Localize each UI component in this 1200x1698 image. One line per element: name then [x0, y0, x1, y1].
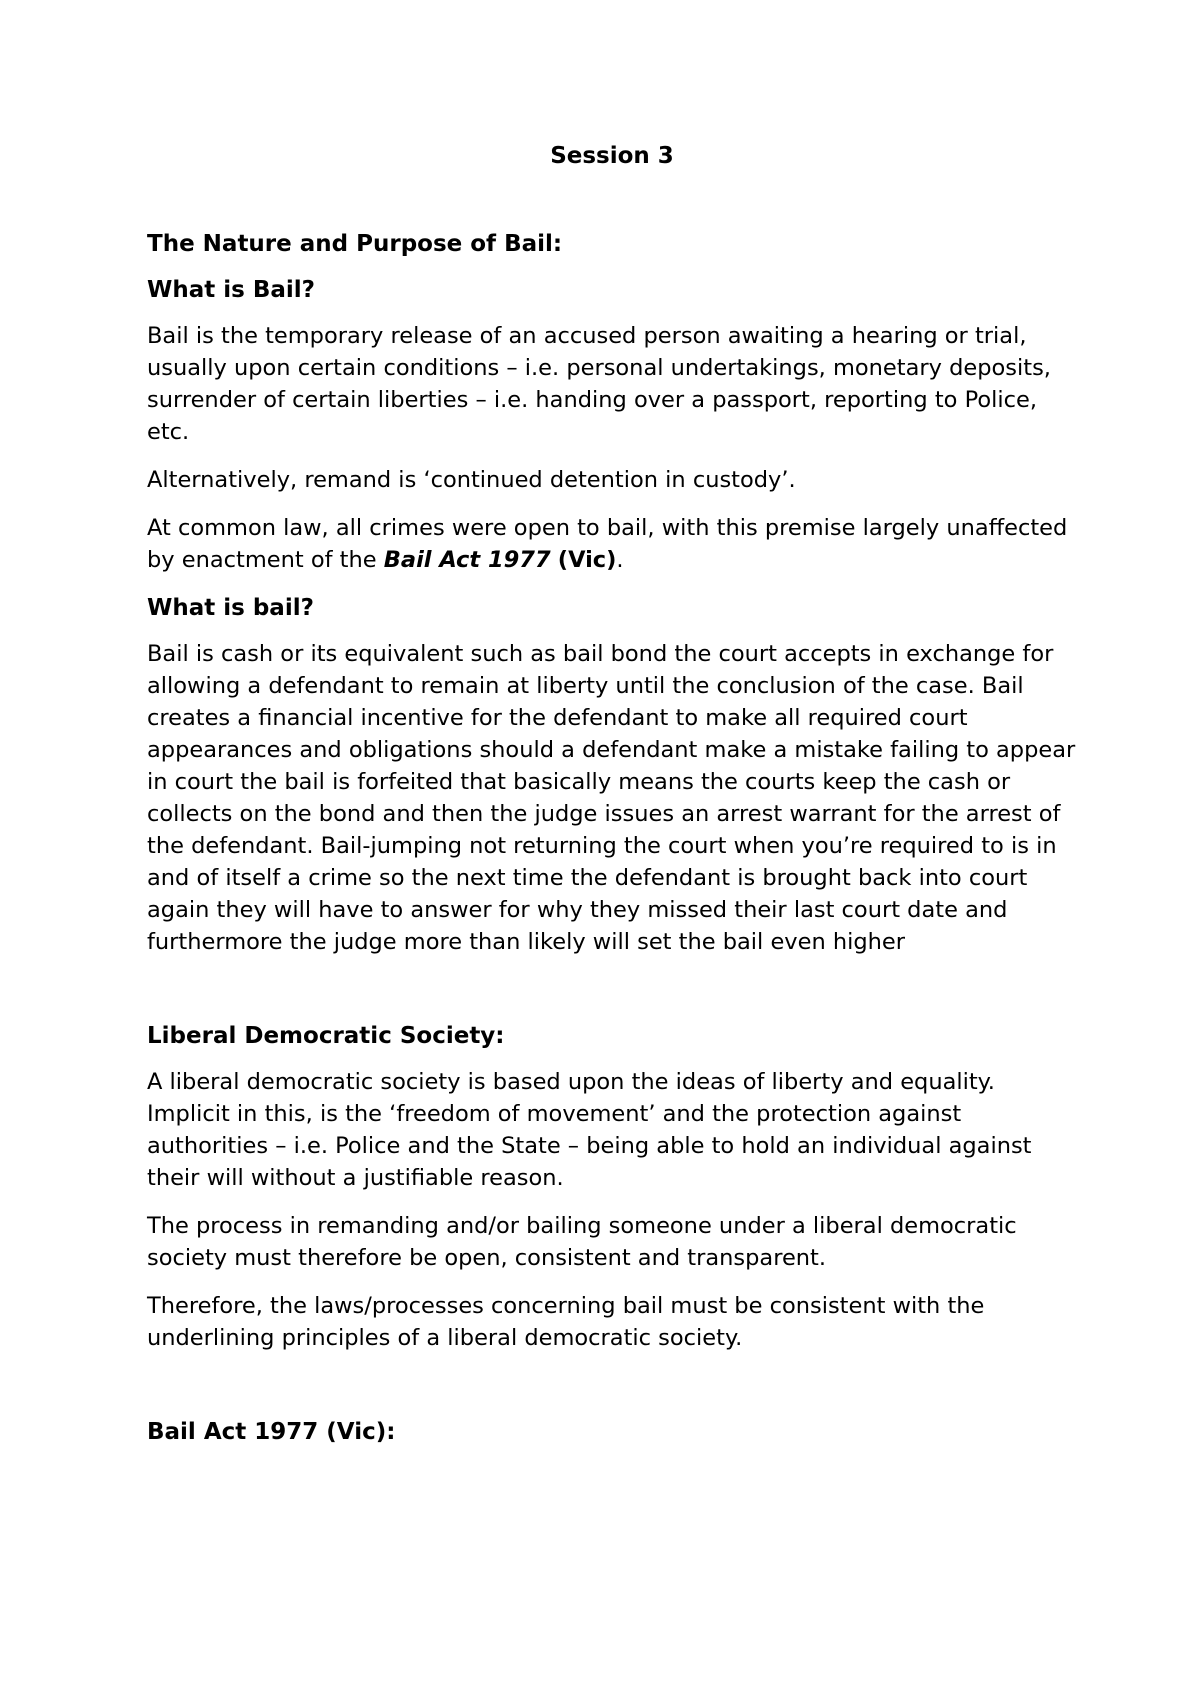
common-law-end: .	[616, 547, 624, 573]
paragraph-liberal-society: A liberal democratic society is based upon the ideas of liberty and equality. Implicit in this, is the ‘freedom of movement’ and the protection against authorities – i.e. Police and the State – being able to hold an individual against their will without a justifiable reason.	[147, 1069, 1032, 1191]
common-law-text: At common law, all crimes were open to bail, with this premise largely unaffected by enactment of the	[147, 515, 1068, 573]
paragraph-therefore: Therefore, the laws/processes concerning bail must be consistent with the underlining principles of a liberal democratic society.	[147, 1293, 985, 1351]
subheading-what-is-bail: What is Bail?	[147, 277, 316, 303]
paragraph-bail-definition: Bail is the temporary release of an accused person awaiting a hearing or trial, usually upon certain conditions – i.e. personal undertakings, monetary deposits, surrender of certain liberties – i.e. handing over a passport, reporting to Police, etc.	[147, 323, 1051, 445]
paragraph-remand: Alternatively, remand is ‘continued detention in custody’.	[147, 467, 796, 493]
section-heading-bail-act: Bail Act 1977 (Vic):	[147, 1419, 396, 1445]
paragraph-common-law	[147, 512, 1077, 576]
vic-reference: (Vic)	[557, 547, 617, 573]
subheading-what-is-bail-2: What is bail?	[147, 595, 314, 621]
section-heading-nature-purpose: The Nature and Purpose of Bail:	[147, 231, 563, 257]
document-content	[147, 140, 1077, 1448]
section-heading-liberal-democratic: Liberal Democratic Society:	[147, 1023, 505, 1049]
paragraph-bail-cash: Bail is cash or its equivalent such as bail bond the court accepts in exchange for allowing a defendant to remain at liberty until the conclusion of the case. Bail creates a financial incentive for the defendant to make all required court appearances and obligations should a defendant make a mistake failing to appear in court the bail is forfeited that basically means the courts keep the cash or collects on the bond and then the judge issues an arrest warrant for the arrest of the defendant. Bail-jumping not returning the court when you’re required to is in and of itself a crime so the next time the defendant is brought back into court again they will have to answer for why they missed their last court date and furthermore the judge more than likely will set the bail even higher	[147, 641, 1076, 955]
paragraph-process: The process in remanding and/or bailing someone under a liberal democratic society must therefore be open, consistent and transparent.	[147, 1213, 1017, 1271]
page-title: Session 3	[550, 143, 674, 169]
bail-act-reference: Bail Act 1977	[383, 547, 551, 573]
